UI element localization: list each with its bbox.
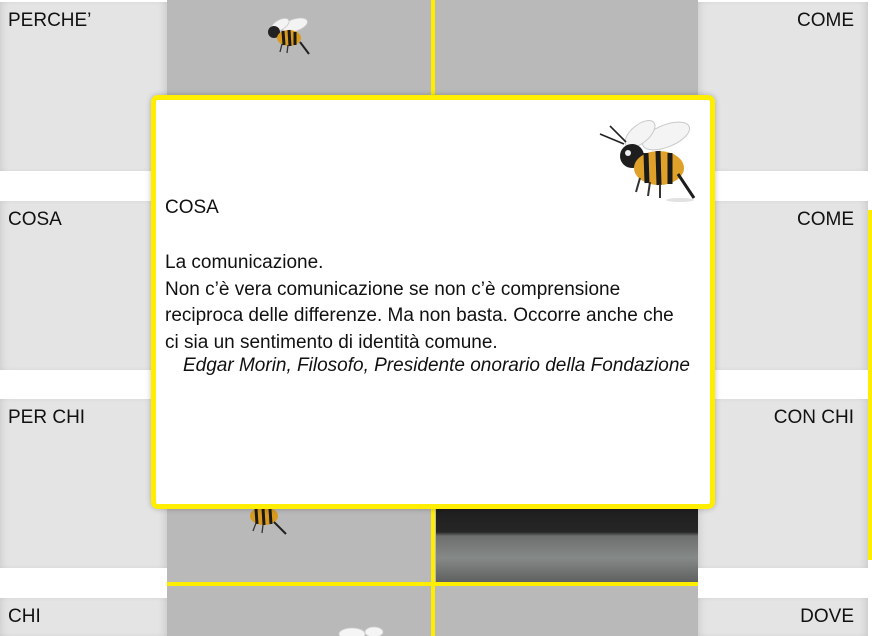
photo-tile[interactable] — [436, 508, 698, 582]
tile-come-top[interactable] — [698, 2, 868, 171]
tile-label: PERCHE’ — [8, 10, 92, 31]
tile-label: CON CHI — [773, 407, 854, 428]
tile-label: COME — [797, 209, 854, 230]
info-modal[interactable] — [151, 95, 715, 509]
tile-label: COME — [797, 10, 854, 31]
tile-come[interactable] — [698, 201, 868, 370]
body-paragraph: Non c’è vera comunicazione se non c’è comprensione reciproca delle differenze. Ma non basta. Occorre anche che ci sia un sentimento di identità comune. — [165, 278, 674, 353]
tile-chi[interactable] — [0, 598, 167, 636]
tile-label: CHI — [8, 606, 41, 627]
grid-line-horizontal — [167, 582, 698, 586]
bee-icon — [596, 112, 700, 204]
edge-accent — [868, 210, 872, 560]
tile-label: DOVE — [800, 606, 854, 627]
tile-con-chi[interactable] — [698, 399, 868, 568]
quote-attribution: Edgar Morin, Filosofo, Presidente onorario della Fondazione — [183, 355, 690, 376]
modal-title: COSA — [165, 197, 219, 218]
modal-body — [165, 250, 705, 356]
body-line: La comunicazione. — [165, 252, 324, 273]
bee-icon — [330, 622, 390, 636]
tile-label: COSA — [8, 209, 62, 230]
tile-dove[interactable] — [698, 598, 868, 636]
tile-cosa[interactable] — [0, 201, 167, 370]
tile-per-chi[interactable] — [0, 399, 167, 568]
bee-icon — [262, 12, 314, 58]
tile-perche[interactable] — [0, 2, 167, 171]
tile-label: PER CHI — [8, 407, 86, 428]
